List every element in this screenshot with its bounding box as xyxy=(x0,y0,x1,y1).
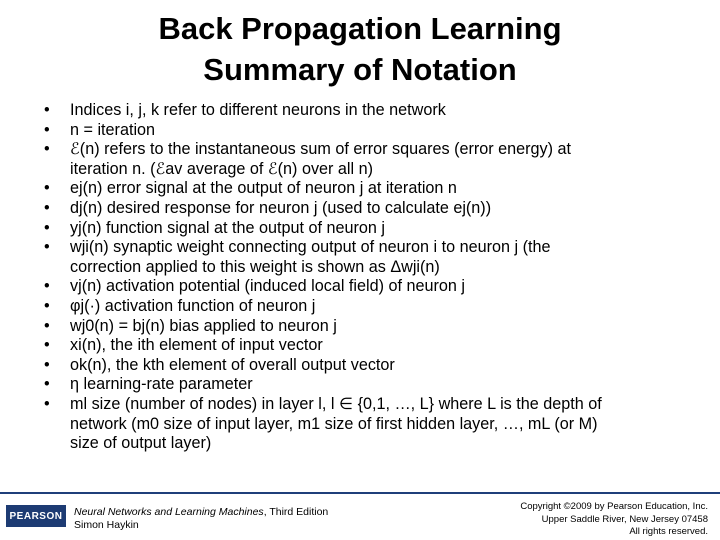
copyright-line: Upper Saddle River, New Jersey 07458 xyxy=(541,513,708,525)
notation-bullet-line: • n = iteration xyxy=(70,120,156,139)
notation-bullet-line: • ml size (number of nodes) in layer l, l ∈ {0,1, …, L} where L is the depth of xyxy=(70,394,602,413)
notation-bullet-line: • ej(n) error signal at the output of neuron j at iteration n xyxy=(70,179,457,198)
book-title: Neural Networks and Learning Machines xyxy=(74,506,264,518)
notation-bullet xyxy=(44,238,694,277)
notation-bullet-line: • yj(n) function signal at the output of neuron j xyxy=(70,218,385,237)
notation-bullet xyxy=(44,101,694,121)
notation-bullet xyxy=(44,277,694,297)
notation-bullet-line: • wji(n) synaptic weight connecting output of neuron i to neuron j (the xyxy=(70,238,551,257)
notation-bullet xyxy=(44,395,694,454)
notation-bullet xyxy=(44,219,694,239)
copyright-line: Copyright ©2009 by Pearson Education, Inc. xyxy=(520,501,708,512)
notation-bullet-line: size of output layer) xyxy=(70,434,212,453)
notation-bullet xyxy=(44,375,694,395)
notation-bullet-list xyxy=(44,101,694,454)
notation-bullet xyxy=(44,140,694,179)
notation-bullet-line: • Indices i, j, k refer to different neurons in the network xyxy=(70,101,446,119)
slide-title-line-1: Back Propagation Learning xyxy=(158,11,562,46)
notation-bullet xyxy=(44,336,694,356)
notation-bullet-line: • η learning-rate parameter xyxy=(70,375,253,394)
slide-title xyxy=(0,8,720,90)
notation-bullet-line: • ℰ(n) refers to the instantaneous sum of error squares (error energy) at xyxy=(70,140,572,159)
notation-bullet-line: • dj(n) desired response for neuron j (used to calculate ej(n)) xyxy=(70,198,492,217)
slide-title-line-2: Summary of Notation xyxy=(203,52,517,87)
notation-bullet-line: • φj(·) activation function of neuron j xyxy=(70,296,316,315)
notation-bullet xyxy=(44,179,694,199)
notation-bullet-line: network (m0 size of input layer, m1 size of first hidden layer, …, mL (or M) xyxy=(70,414,598,433)
notation-bullet-line: • wj0(n) = bj(n) bias applied to neuron j xyxy=(70,316,337,335)
book-author: Simon Haykin xyxy=(74,519,139,531)
notation-bullet xyxy=(44,121,694,141)
copyright-notice xyxy=(520,501,708,539)
book-edition: , Third Edition xyxy=(263,506,329,518)
notation-bullet xyxy=(44,297,694,317)
notation-bullet xyxy=(44,317,694,337)
book-citation xyxy=(74,506,328,532)
notation-bullet xyxy=(44,356,694,376)
copyright-line: All rights reserved. xyxy=(629,526,708,537)
footer-divider xyxy=(0,492,720,494)
notation-bullet-line: • xi(n), the ith element of input vector xyxy=(70,336,323,355)
notation-bullet-line: correction applied to this weight is shown as Δwji(n) xyxy=(70,257,440,276)
notation-bullet-line: • vj(n) activation potential (induced local field) of neuron j xyxy=(70,277,466,296)
notation-bullet xyxy=(44,199,694,219)
pearson-logo: PEARSON xyxy=(6,505,66,527)
notation-bullet-line: iteration n. (ℰav average of ℰ(n) over all n) xyxy=(70,159,374,178)
notation-bullet-line: • ok(n), the kth element of overall output vector xyxy=(70,355,395,374)
